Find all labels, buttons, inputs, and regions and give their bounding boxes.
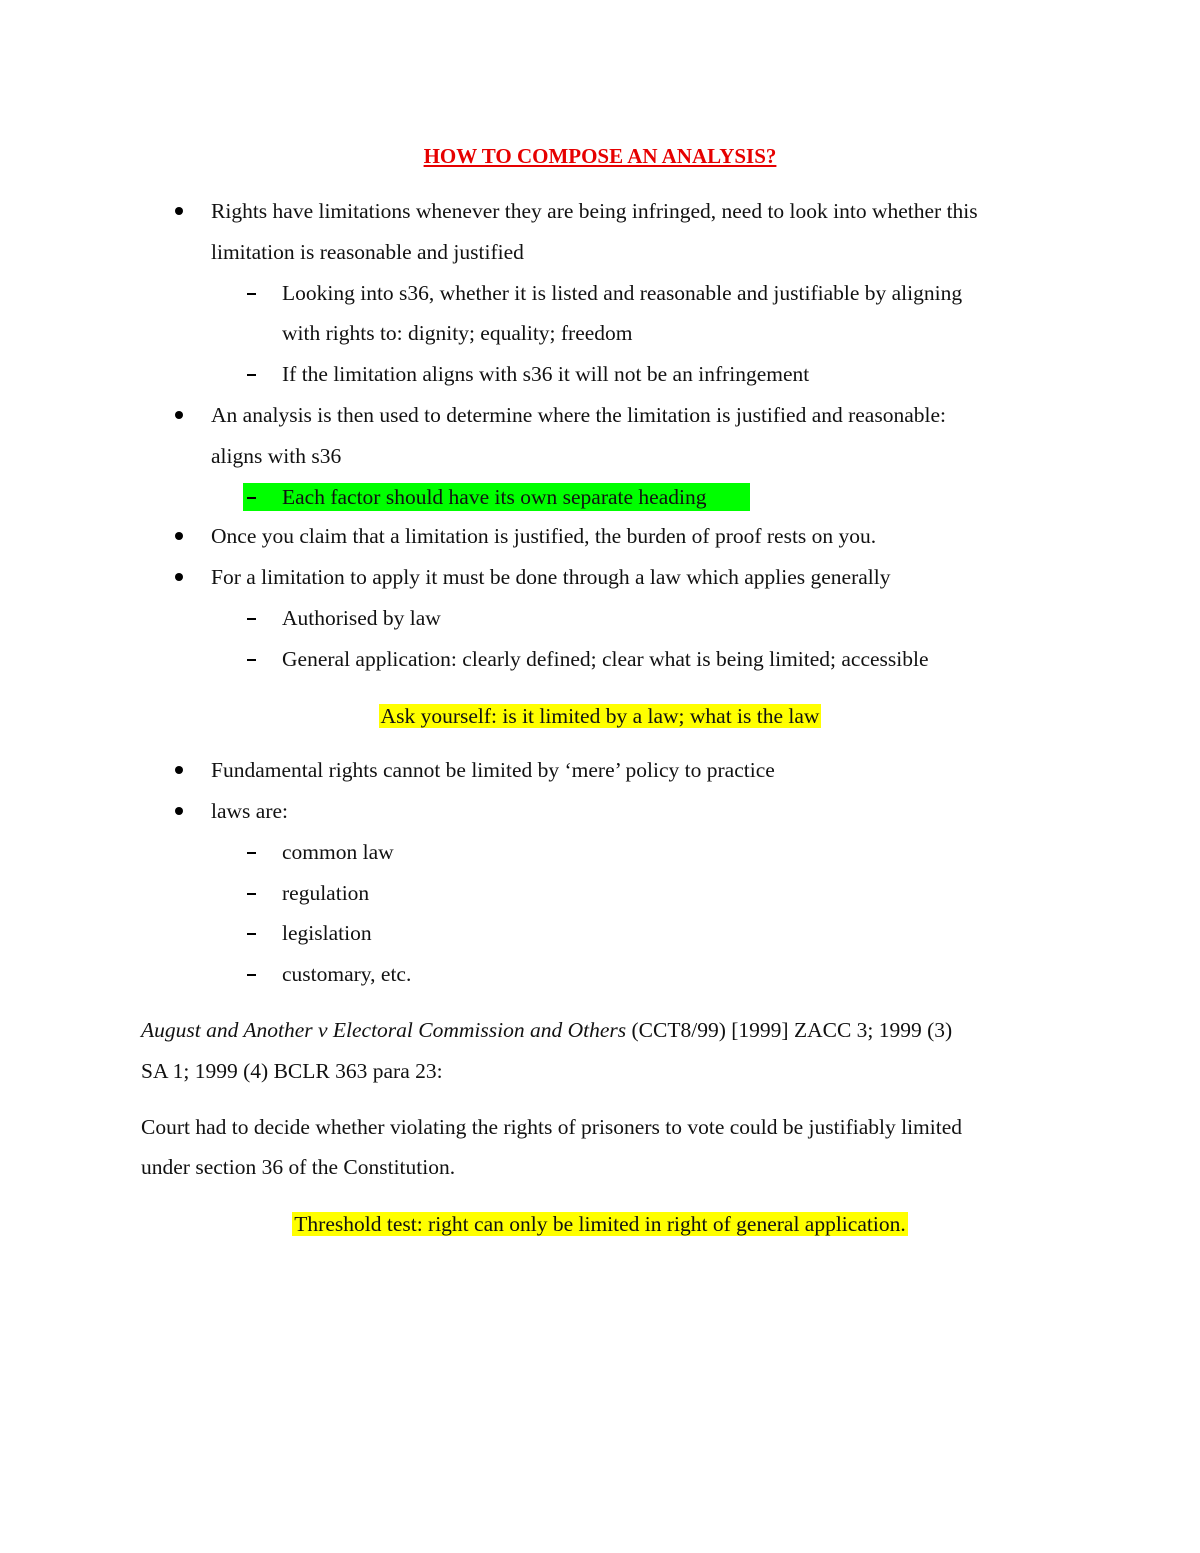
law-type-item: common law — [282, 840, 394, 864]
threshold-callout — [0, 1210, 1200, 1238]
bullet-text: An analysis is then used to determine where the limitation is justified and reasonable: — [211, 403, 946, 427]
bullet-icon — [175, 207, 183, 215]
case-citation-line1 — [141, 1016, 952, 1044]
bullet-text: Fundamental rights cannot be limited by ‘mere’ policy to practice — [211, 758, 775, 782]
case-citation-line2: SA 1; 1999 (4) BCLR 363 para 23: — [141, 1059, 443, 1083]
dash-icon — [247, 893, 256, 895]
paragraph-text: under section 36 of the Constitution. — [141, 1155, 456, 1179]
ask-yourself-text: Ask yourself: is it limited by a law; what is the law — [380, 704, 820, 728]
dash-icon — [247, 497, 256, 499]
law-type-item: customary, etc. — [282, 962, 412, 986]
dash-icon — [247, 974, 256, 976]
bullet-icon — [175, 807, 183, 815]
page-title: HOW TO COMPOSE AN ANALYSIS? — [423, 144, 777, 168]
dash-icon — [247, 659, 256, 661]
bullet-icon — [175, 573, 183, 581]
ask-yourself-callout — [0, 702, 1200, 730]
sub-bullet-text: with rights to: dignity; equality; freedom — [282, 321, 633, 345]
law-type-item: regulation — [282, 881, 370, 905]
bullet-icon — [175, 766, 183, 774]
highlighted-sub-bullet-text: Each factor should have its own separate heading — [282, 485, 707, 509]
sub-bullet-text: Looking into s36, whether it is listed and reasonable and justifiable by aligning — [282, 281, 963, 305]
law-type-item: legislation — [282, 921, 372, 945]
bullet-text: limitation is reasonable and justified — [211, 240, 524, 264]
bullet-icon — [175, 532, 183, 540]
bullet-text: aligns with s36 — [211, 444, 342, 468]
sub-bullet-text: General application: clearly defined; clear what is being limited; accessible — [282, 647, 929, 671]
case-citation: (CCT8/99) [1999] ZACC 3; 1999 (3) — [626, 1018, 953, 1042]
paragraph-text: Court had to decide whether violating the rights of prisoners to vote could be justifiably limited — [141, 1115, 963, 1139]
threshold-text: Threshold test: right can only be limited in right of general application. — [294, 1212, 906, 1236]
bullet-text: Rights have limitations whenever they are being infringed, need to look into whether this — [211, 199, 978, 223]
sub-bullet-text: If the limitation aligns with s36 it will not be an infringement — [282, 362, 810, 386]
bullet-icon — [175, 411, 183, 419]
dash-icon — [247, 852, 256, 854]
bullet-text: Once you claim that a limitation is justified, the burden of proof rests on you. — [211, 524, 877, 548]
dash-icon — [247, 374, 256, 376]
case-name: August and Another v Electoral Commission and Others — [141, 1018, 627, 1042]
bullet-text: laws are: — [211, 799, 289, 823]
sub-bullet-text: Authorised by law — [282, 606, 441, 630]
dash-icon — [247, 618, 256, 620]
dash-icon — [247, 933, 256, 935]
dash-icon — [247, 293, 256, 295]
bullet-text: For a limitation to apply it must be done through a law which applies generally — [211, 565, 891, 589]
